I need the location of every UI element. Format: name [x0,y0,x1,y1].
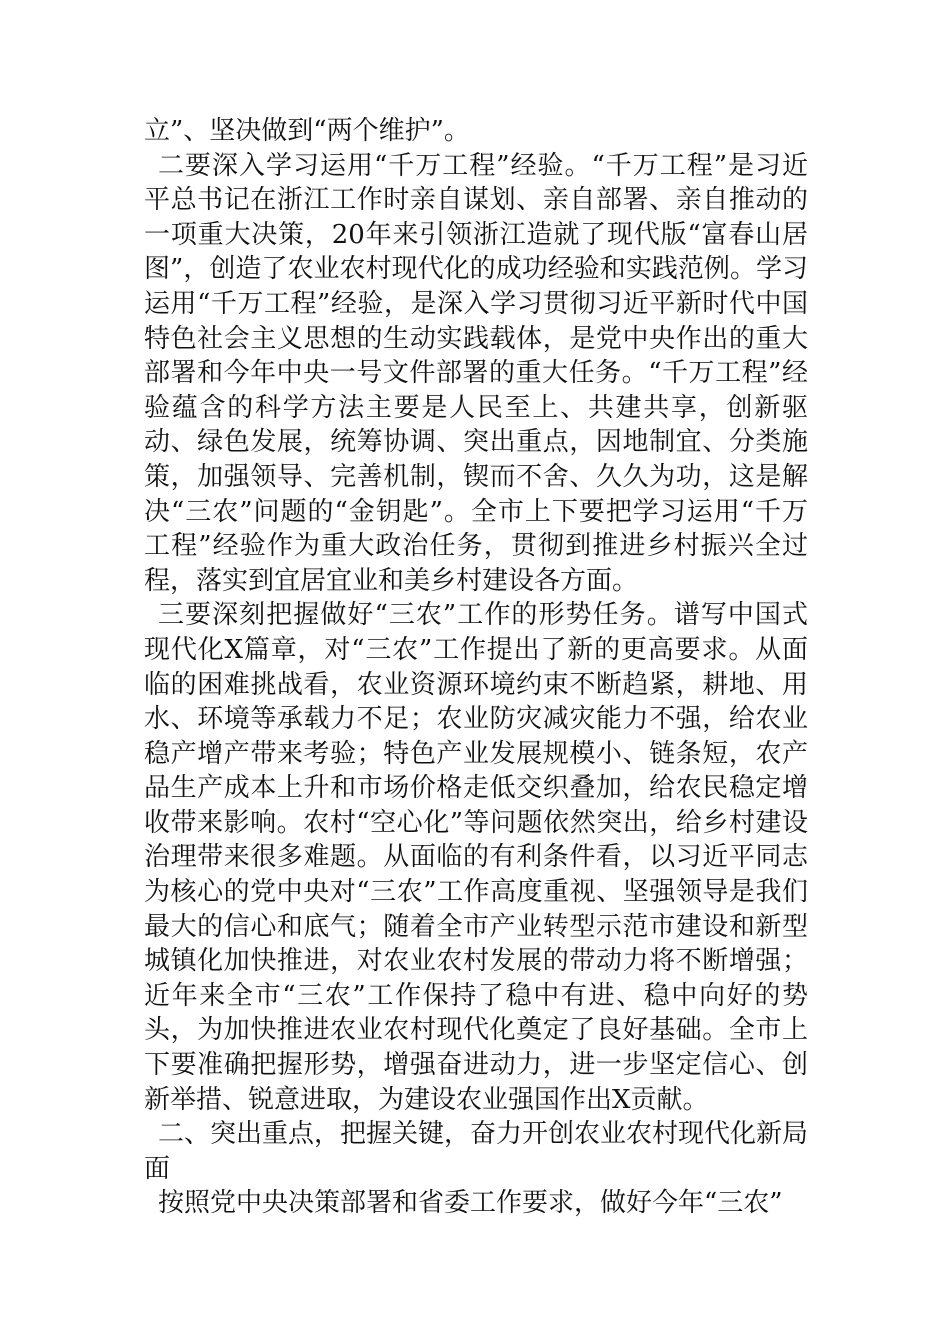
document-body [144,114,808,1221]
paragraph-last: 按照党中央决策部署和省委工作要求，做好今年“三农” [158,1188,783,1219]
paragraph-continuation: 立”、坚决做到“两个维护”。 [144,116,470,146]
paragraph-situation-tasks: 三要深刻把握做好“三农”工作的形势任务。谱写中国式现代化X篇章，对“三农”工作提出了新的更高要求。从面临的困难挑战看，农业资源环境约束不断趋紧，耕地、用水、环境等承载力不足；农业防灾减灾能力不强，给农业稳产增产带来考验；特色产业发展规模小、链条短，农产品生产成本上升和市场价格走低交织叠加，给农民稳定增收带来影响。农村“空心化”等问题依然突出，给乡村建设治理带来很多难题。从面临的有利条件看，以习近平同志为核心的党中央对“三农”工作高度重视、坚强领导是我们最大的信心和底气；随着全市产业转型示范市建设和新型城镇化加快推进，对农业农村发展的带动力将不断增强；近年来全市“三农”工作保持了稳中有进、稳中向好的势头，为加快推进农业农村现代化奠定了良好基础。全市上下要准确把握形势，增强奋进动力，进一步坚定信心、创新举措、锐意进取，为建设农业强国作出X贡献。 [144,600,808,1115]
section-heading: 二、突出重点，把握关键，奋力开创农业农村现代化新局面 [144,1119,809,1184]
paragraph-learn-qianwan-project: 二要深入学习运用“千万工程”经验。“千万工程”是习近平总书记在浙江工作时亲自谋划、亲自部署、亲自推动的一项重大决策，20年来引领浙江造就了现代版“富春山居图”，创造了农业农村现代化的成功经验和实践范例。学习运用“千万工程”经验，是深入学习贯彻习近平新时代中国特色社会主义思想的生动实践载体，是党中央作出的重大部署和今年中央一号文件部署的重大任务。“千万工程”经验蕴含的科学方法主要是人民至上、共建共享，创新驱动、绿色发展，统筹协调、突出重点，因地制宜、分类施策，加强领导、完善机制，锲而不舍、久久为功，这是解决“三农”问题的“金钥匙”。全市上下要把学习运用“千万工程”经验作为重大政治任务，贯彻到推进乡村振兴全过程，落实到宜居宜业和美乡村建设各方面。 [144,150,808,596]
